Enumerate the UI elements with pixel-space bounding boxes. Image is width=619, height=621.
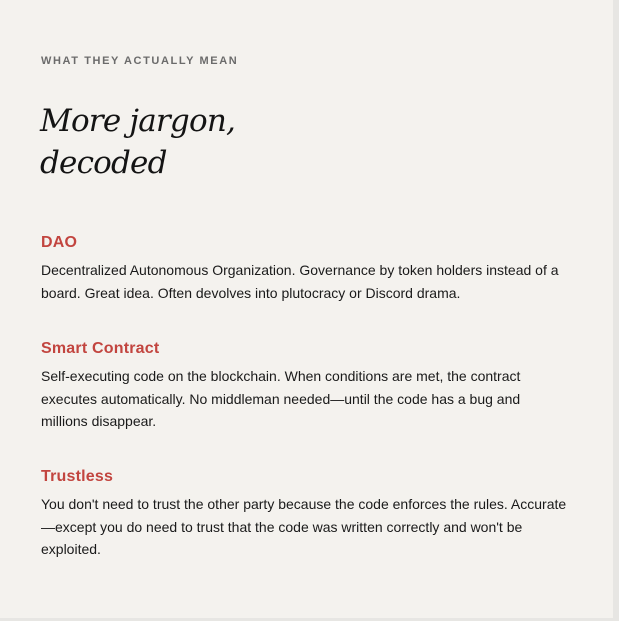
section-eyebrow: WHAT THEY ACTUALLY MEAN <box>41 55 239 67</box>
term-title: Smart Contract <box>41 340 160 357</box>
term-title: DAO <box>41 234 78 251</box>
term-description: Self-executing code on the blockchain. When conditions are met, the contract executes automatically. No middleman needed—until the code has a bug and millions disappear. <box>41 368 521 429</box>
page-title-line-1: More jargon, <box>40 103 236 139</box>
term-description: You don't need to trust the other party because the code enforces the rules. Accurate—except you do need to trust that the code was written correctly and won't be exploited. <box>41 496 567 557</box>
term-trustless <box>41 467 571 561</box>
term-description: Decentralized Autonomous Organization. Governance by token holders instead of a board. Great idea. Often devolves into plutocracy or Discord drama. <box>41 262 559 301</box>
term-dao <box>41 233 571 304</box>
page-title <box>40 100 235 184</box>
page-title-line-2: decoded <box>40 145 167 181</box>
term-title: Trustless <box>41 468 114 485</box>
term-smart-contract <box>41 339 571 433</box>
